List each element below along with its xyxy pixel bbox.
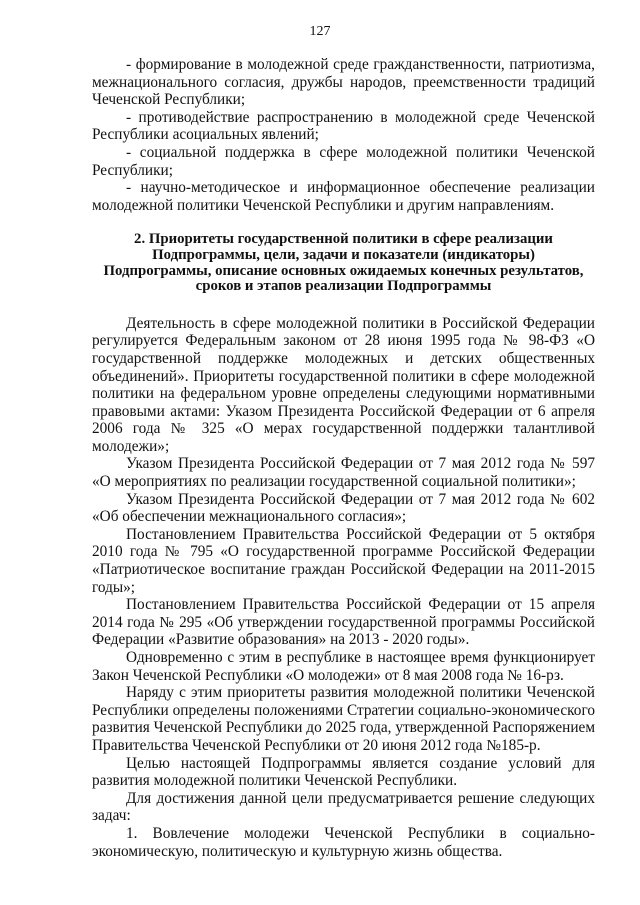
page-number: 127 [309,24,331,39]
intro-item: - социальной поддержка в сфере молодежной политики Чеченской Республики; [92,143,595,179]
intro-item: - формирование в молодежной среде гражданственности, патриотизма, межнационального согласия, дружбы народов, преемственности традиций Чеченской Республики; [92,56,595,109]
intro-item: - противодействие распространению в молодежной среде Чеченской Республики асоциальных явлений; [92,108,595,144]
body-paragraph: Постановлением Правительства Российской Федерации от 5 октября 2010 года № 795 «О государственной программе Российской Федерации «Патриотическое воспитание граждан Российской Федерации на 2011-2015 годы»; [92,525,595,596]
document-body [92,56,595,860]
intro-item: - научно-методическое и информационное обеспечение реализации молодежной политики Чеченской Республики и другим направлениям. [92,179,595,214]
section-heading-line: 2. Приоритеты государственной политики в сфере реализации [134,231,553,248]
body-paragraph: Указом Президента Российской Федерации от 7 мая 2012 года № 602 «Об обеспечении межнационального согласия»; [92,490,595,526]
body-paragraph: Целью настоящей Подпрограммы является создание условий для развития молодежной политики Чеченской Республики. [92,754,595,790]
body-paragraph: Деятельность в сфере молодежной политики в Российской Федерации регулируется Федеральным законом от 28 июня 1995 года № 98-ФЗ «О государственной поддержке молодежных и детских общественных объединений». Приоритеты государственной политики в сфере молодежной политики на федеральном уровне определены следующими нормативными правовыми актами: Указом Президента Российской Федерации от 6 апреля 2006 года № 325 «О мерах государственной поддержки талантливой молодежи»; [92,314,595,455]
body-paragraph: Указом Президента Российской Федерации от 7 мая 2012 года № 597 «О мероприятиях по реализации государственной социальной политики»; [92,455,595,491]
body-paragraph: Для достижения данной цели предусматривается решение следующих задач: [92,789,595,825]
body-paragraph: Одновременно с этим в республике в настоящее время функционирует Закон Чеченской Республики «О молодежи» от 8 мая 2008 года № 16-рз. [92,649,595,684]
section-heading-line: Подпрограммы, цели, задачи и показатели (индикаторы) [152,246,535,263]
body-paragraph: Наряду с этим приоритеты развития молодежной политики Чеченской Республики определены положениями Стратегии социально-экономического развития Чеченской Республики до 2025 года, утвержденной Распоряжением Правительства Чеченской Республики от 20 июня 2012 года №185-р. [92,684,595,754]
body-paragraph: Постановлением Правительства Российской Федерации от 15 апреля 2014 года № 295 «Об утверждении государственной программы Российской Федерации «Развитие образования» на 2013 - 2020 годы». [92,596,595,649]
body-paragraph: 1. Вовлечение молодежи Чеченской Республики в социально-экономическую, политическую и культурную жизнь общества. [92,824,595,860]
section-heading-line: Подпрограммы, описание основных ожидаемых конечных результатов, [103,262,584,279]
section-heading [92,232,595,294]
section-heading-line: сроков и этапов реализации Подпрограммы [195,278,492,295]
